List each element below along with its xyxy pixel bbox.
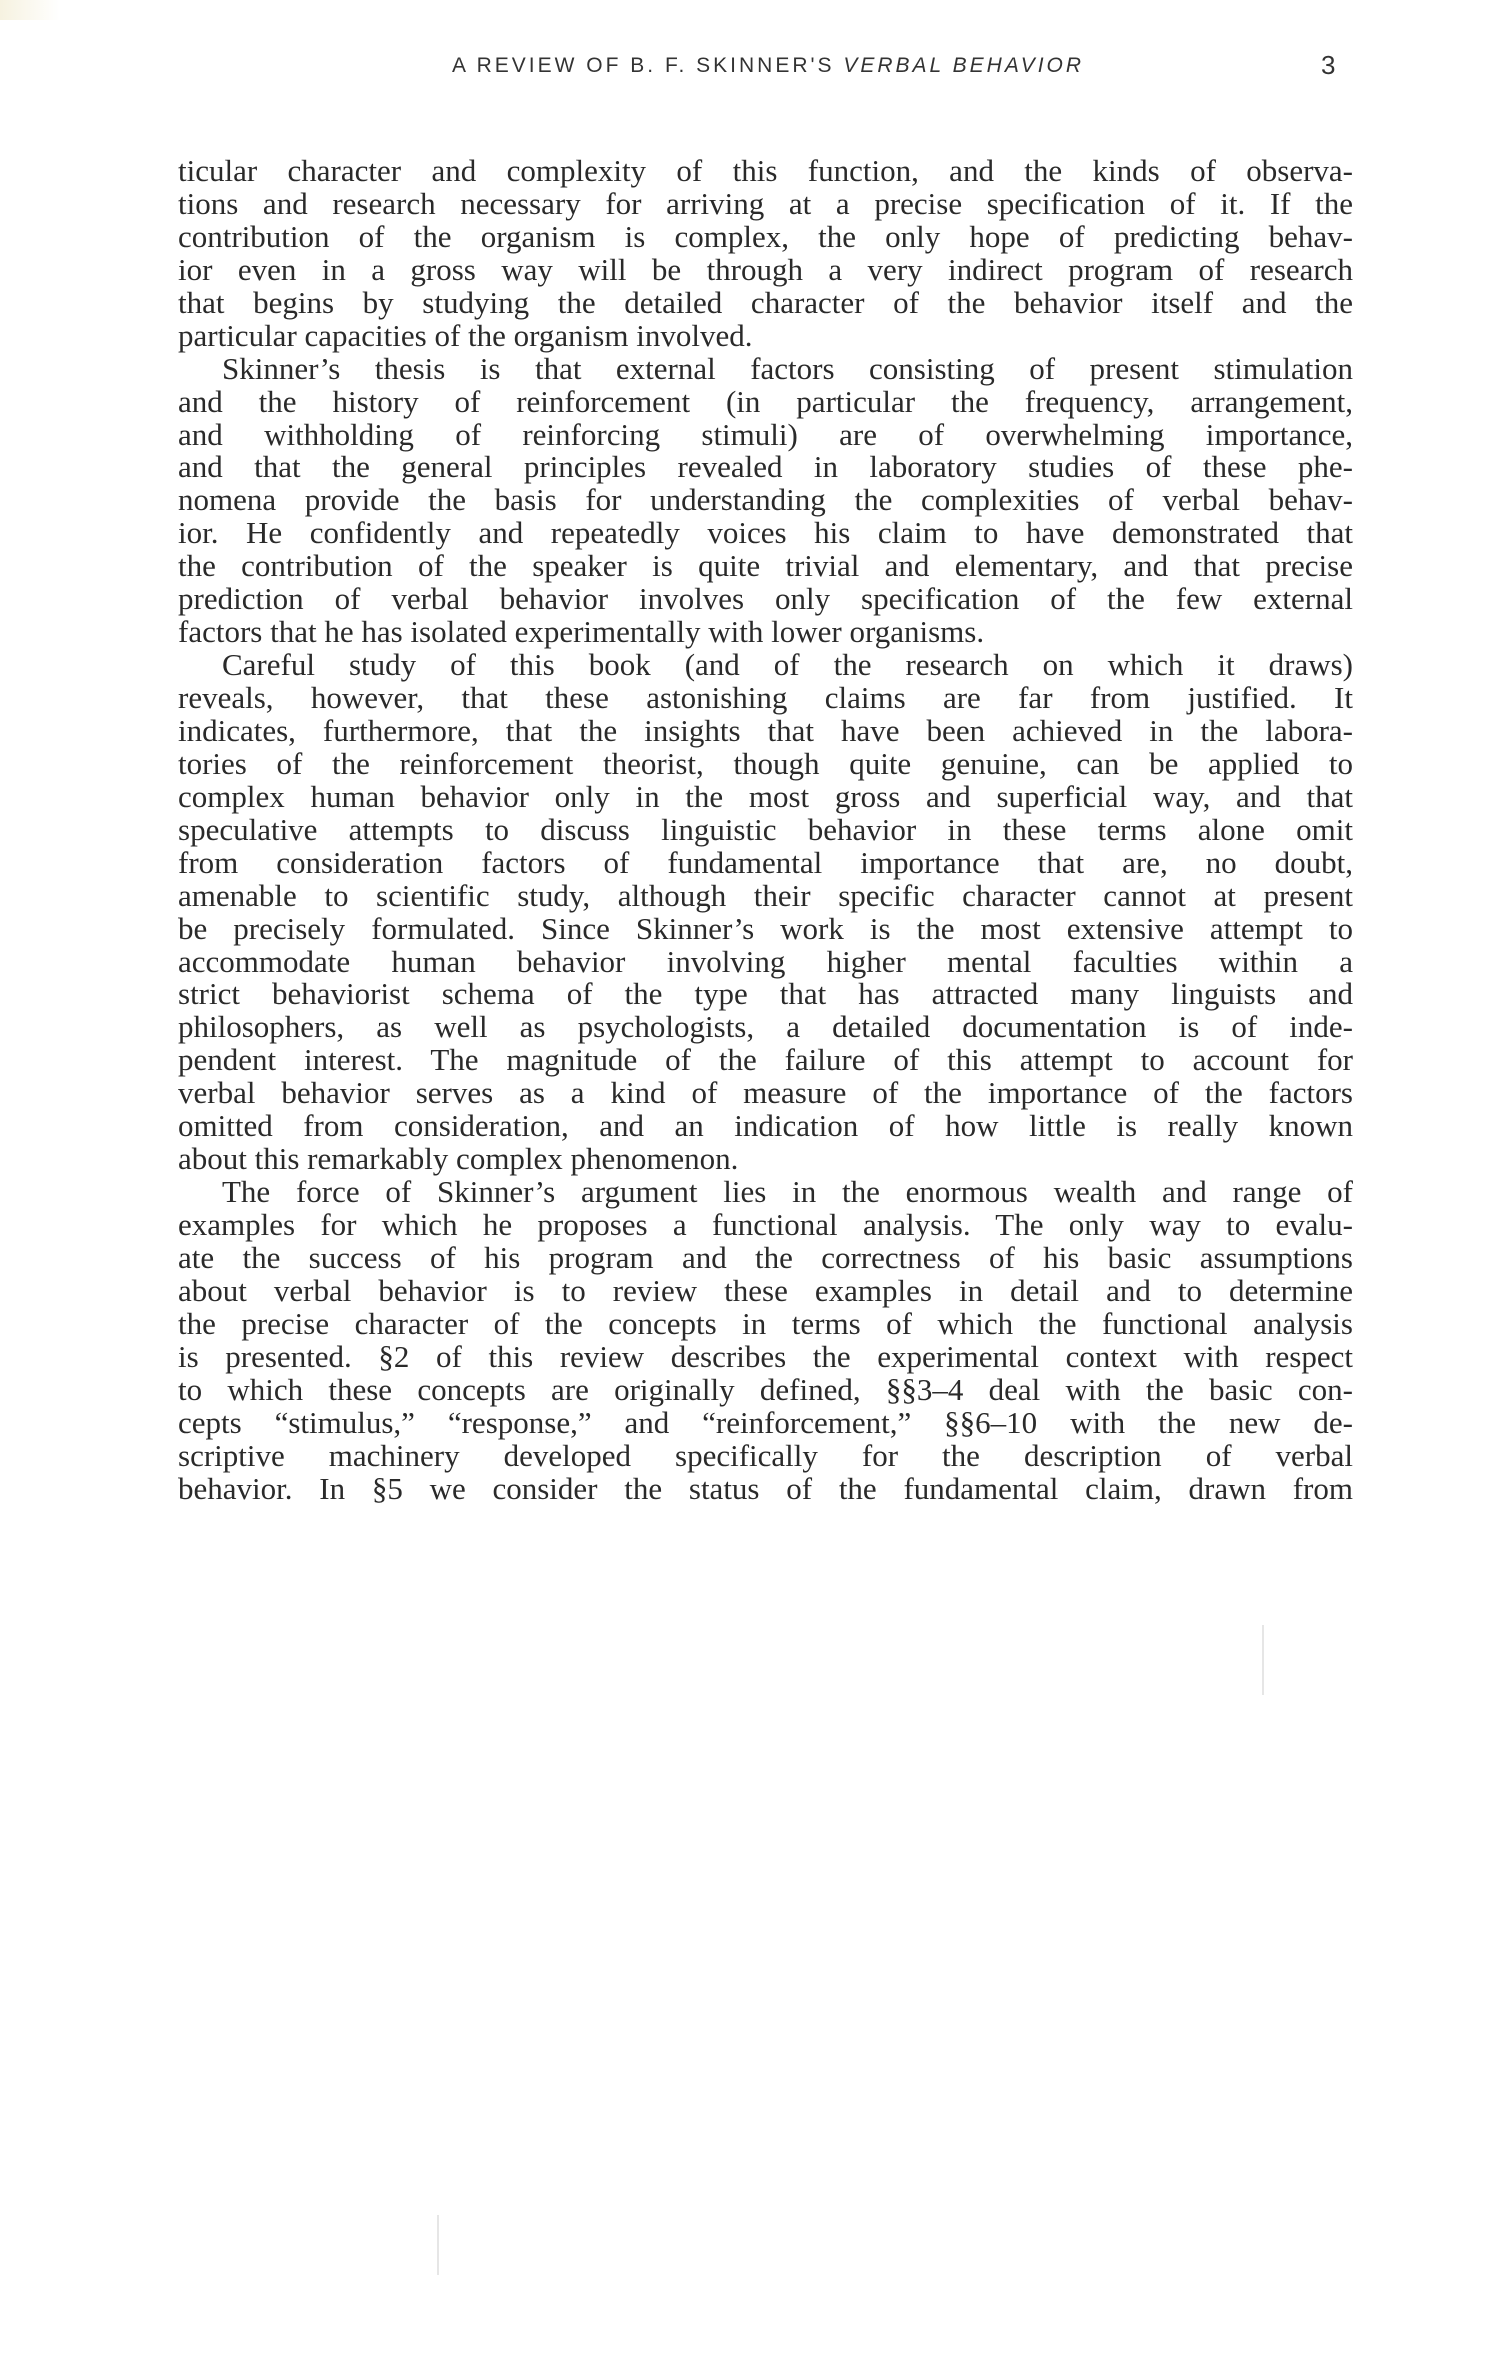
text-line: prediction of verbal behavior involves only specification of the few external: [178, 581, 1353, 617]
text-line: ate the success of his program and the correctness of his basic assumptions: [178, 1239, 1353, 1275]
text-line: ticular character and complexity of this function, and the kinds of observa-: [178, 153, 1353, 188]
text-line: tions and research necessary for arriving at a precise specification of it. If the: [178, 185, 1353, 221]
text-line: factors that he has isolated experimentally with lower organisms.: [178, 614, 985, 650]
text-line: cepts “stimulus,” “response,” and “reinforcement,” §§6–10 with the new de-: [178, 1404, 1353, 1440]
text-line: complex human behavior only in the most gross and superficial way, and that: [178, 778, 1353, 814]
text-line: from consideration factors of fundamental importance that are, no doubt,: [178, 844, 1353, 880]
page-number: 3: [1321, 50, 1336, 80]
text-line: is presented. §2 of this review describes the experimental context with respect: [178, 1338, 1353, 1374]
paragraph: [178, 649, 1353, 1176]
text-line: amenable to scientific study, although their specific character cannot at present: [178, 877, 1353, 913]
scan-artifact: [437, 2215, 439, 2275]
text-line: the precise character of the concepts in terms of which the functional analysis: [178, 1305, 1353, 1341]
text-line: nomena provide the basis for understanding the complexities of verbal behav-: [178, 482, 1353, 518]
text-line: scriptive machinery developed specifically for the description of verbal: [178, 1437, 1353, 1473]
scan-artifact: [1262, 1625, 1264, 1695]
text-line: behavior. In §5 we consider the status of the fundamental claim, drawn from: [178, 1470, 1353, 1506]
text-line: ior even in a gross way will be through a very indirect program of research: [178, 251, 1353, 287]
text-line: and that the general principles revealed in laboratory studies of these phe-: [178, 449, 1353, 485]
running-head-book-title: VERBAL BEHAVIOR: [843, 54, 1085, 77]
text-line: contribution of the organism is complex, the only hope of predicting behav-: [178, 218, 1353, 254]
running-head: [368, 54, 1168, 78]
text-line: philosophers, as well as psychologists, a detailed documentation is of inde-: [178, 1009, 1353, 1045]
text-line: to which these concepts are originally defined, §§3–4 deal with the basic con-: [178, 1371, 1353, 1407]
text-line: and the history of reinforcement (in particular the frequency, arrangement,: [178, 383, 1353, 419]
text-line: examples for which he proposes a functional analysis. The only way to evalu-: [178, 1207, 1353, 1242]
scan-edge-tint: [0, 0, 60, 20]
text-line: The force of Skinner’s argument lies in the enormous wealth and range of: [222, 1174, 1353, 1210]
paragraph: [178, 1176, 1353, 1505]
text-line: tories of the reinforcement theorist, though quite genuine, can be applied to: [178, 745, 1353, 781]
text-line: pendent interest. The magnitude of the failure of this attempt to account for: [178, 1042, 1353, 1078]
paragraph: [178, 350, 1353, 650]
text-line: about this remarkably complex phenomenon.: [178, 1141, 739, 1177]
paragraph: [178, 155, 1353, 353]
text-line: the contribution of the speaker is quite trivial and elementary, and that precise: [178, 548, 1353, 584]
text-line: accommodate human behavior involving higher mental faculties within a: [178, 943, 1353, 979]
text-line: Skinner’s thesis is that external factors consisting of present stimulation: [222, 350, 1353, 386]
text-line: speculative attempts to discuss linguistic behavior in these terms alone omit: [178, 811, 1353, 847]
text-line: omitted from consideration, and an indication of how little is really known: [178, 1108, 1353, 1144]
text-line: Careful study of this book (and of the research on which it draws): [222, 647, 1353, 683]
page-header: [0, 48, 1500, 88]
text-line: reveals, however, that these astonishing claims are far from justified. It: [178, 680, 1353, 715]
text-line: ior. He confidently and repeatedly voices his claim to have demonstrated that: [178, 515, 1353, 551]
text-line: indicates, furthermore, that the insights that have been achieved in the labora-: [178, 712, 1353, 748]
text-line: and withholding of reinforcing stimuli) are of overwhelming importance,: [178, 416, 1353, 452]
text-line: that begins by studying the detailed character of the behavior itself and the: [178, 284, 1353, 320]
text-line: verbal behavior serves as a kind of measure of the importance of the factors: [178, 1075, 1353, 1111]
text-line: strict behaviorist schema of the type that has attracted many linguists and: [178, 976, 1353, 1012]
text-line: be precisely formulated. Since Skinner’s work is the most extensive attempt to: [178, 910, 1353, 946]
text-line: about verbal behavior is to review these examples in detail and to determine: [178, 1272, 1353, 1308]
text-line: particular capacities of the organism involved.: [178, 317, 753, 353]
body-text: [178, 155, 1353, 1505]
running-head-text: A REVIEW OF B. F. SKINNER'S: [451, 54, 844, 77]
